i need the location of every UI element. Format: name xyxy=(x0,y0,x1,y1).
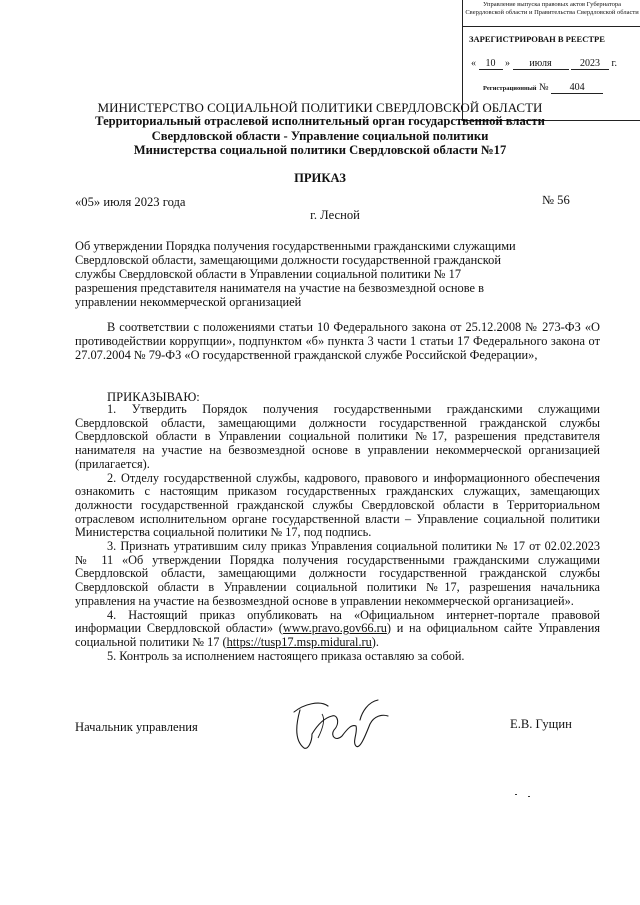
scan-speck xyxy=(515,794,517,795)
order-date: «05» июля 2023 года xyxy=(75,195,186,209)
signer-name: Е.В. Гущин xyxy=(510,717,572,731)
order-item-1: 1. Утвердить Порядок получения государственными гражданскими служащими Свердловской области, замещающими должности государственной гражданской службы Свердловской области в Управлении социальной политики №17, разрешения представителя нанимателя на участие на безвозмездной основе в управлении некоммерческой организацией (прилагается). xyxy=(75,402,600,471)
item-4-text: ) и на официальном сайте Управления социальной политики № 17 ( xyxy=(75,621,600,649)
pravo-portal-link[interactable]: www.pravo.gov66.ru xyxy=(282,621,387,636)
handwritten-signature xyxy=(282,690,392,762)
stamp-month: июля xyxy=(513,58,569,70)
agency-title xyxy=(70,114,570,158)
stamp-year-suffix: г. xyxy=(611,58,617,69)
scan-speck xyxy=(528,796,530,797)
order-item-5: 5. Контроль за исполнением настоящего приказа оставляю за собой. xyxy=(107,648,465,663)
order-city: г. Лесной xyxy=(310,208,360,222)
stamp-day: 10 xyxy=(479,58,503,70)
document-type: ПРИКАЗ xyxy=(294,171,346,185)
ministry-title: МИНИСТЕРСТВО СОЦИАЛЬНОЙ ПОЛИТИКИ СВЕРДЛОВСКОЙ ОБЛАСТИ xyxy=(97,100,543,115)
stamp-number-row xyxy=(483,82,640,94)
stamp-quote-close: » xyxy=(505,58,510,69)
stamp-reg-label: Регистрационный xyxy=(483,85,537,92)
stamp-num-sign: № xyxy=(539,82,549,93)
order-number: № 56 xyxy=(542,193,570,207)
agency-line: Свердловской области - Управление социальной политики xyxy=(151,128,489,143)
stamp-quote-open: « xyxy=(471,58,476,69)
agency-line: Министерства социальной политики Свердловской области №17 xyxy=(133,143,507,157)
stamp-year: 2023 xyxy=(571,58,609,70)
order-subject: Об утверждении Порядка получения государственными гражданскими служащими Свердловской области, замещающими должности государственной гражданской службы Свердловской области в Управлении социальной политики № 17 разрешения представителя нанимателя на участие на безвозмездной основе в управлении некоммерческой организацией xyxy=(75,239,516,309)
preamble-paragraph: В соответствии с положениями статьи 10 Федерального закона от 25.12.2008 № 273-ФЗ «О противодействии коррупции», подпунктом «б» пункта 3 части 1 статьи 17 Федерального закона от 27.07.2004 № 79-ФЗ «О государственной гражданской службе Российской Федерации», xyxy=(75,320,600,362)
tusp17-site-link[interactable]: https://tusp17.msp.midural.ru xyxy=(226,634,372,649)
item-4-text: 4. Настоящий приказ опубликовать на «Официальном интернет-портале правовой информации Свердловской области» ( xyxy=(75,607,600,636)
stamp-reg-number: 404 xyxy=(551,82,603,94)
item-4-text: ). xyxy=(371,634,379,649)
order-word: ПРИКАЗЫВАЮ: xyxy=(107,390,200,404)
agency-line: Территориальный отраслевой исполнительный орган государственной власти xyxy=(95,114,545,128)
order-item-3: 3. Признать утратившим силу приказ Управления социальной политики № 17 от 02.02.2023 № 11 «Об утверждении Порядка получения государственными гражданскими служащими Свердловской области, замещающими должности государственной гражданской службы Свердловской области в Управлении социальной политики №17, разрешения начальника управления на участие на безвозмездной основе в управлении некоммерческой организацией». xyxy=(75,539,600,608)
stamp-registered-label: ЗАРЕГИСТРИРОВАН В РЕЕСТРЕ xyxy=(469,34,605,44)
order-item-4 xyxy=(75,609,600,650)
order-item-2: 2. Отделу государственной службы, кадрового, правового и информационного обеспечения ознакомить с настоящим приказом государственных гражданских служащих, замещающих должности государственной гражданской службы Свердловской области в Территориальном отраслевом исполнительном органе государственной власти – Управление социальной политики Министерства социальной политики № 17, под подпись. xyxy=(75,470,600,540)
signer-role: Начальник управления xyxy=(75,720,198,734)
stamp-date xyxy=(471,58,640,70)
order-items xyxy=(75,403,600,663)
stamp-header: Управление выпуска правовых актов Губернатора Свердловской области и Правительства Свердловской области xyxy=(463,0,640,27)
